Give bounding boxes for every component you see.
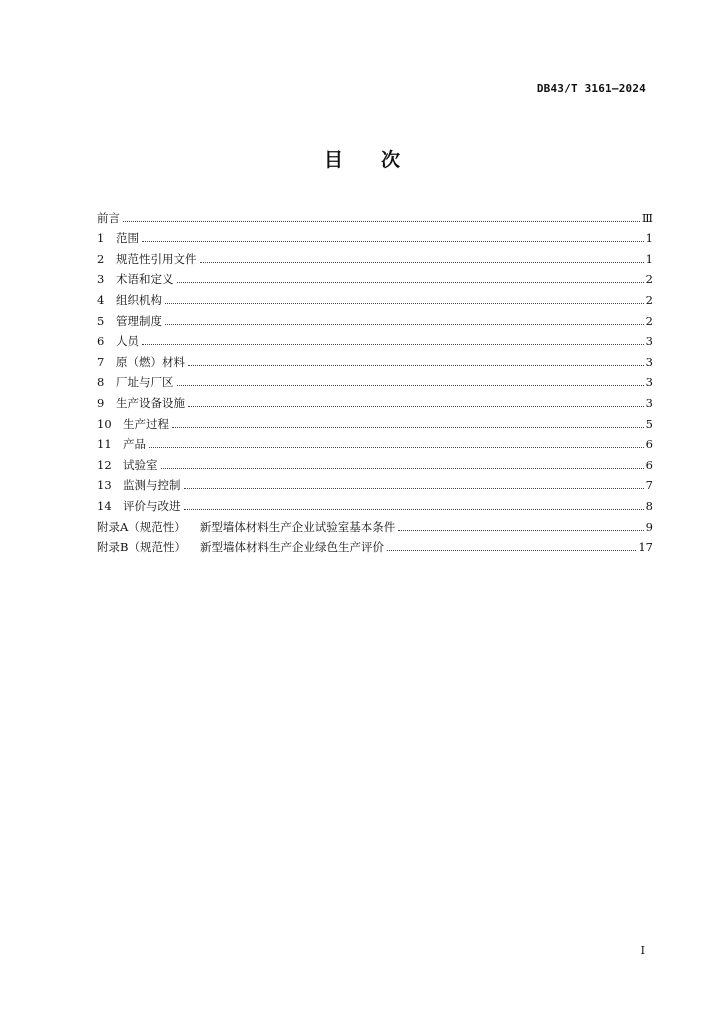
toc-entry-label: 新型墙体材料生产企业试验室基本条件	[199, 519, 396, 534]
toc-entry-number: 10	[97, 416, 112, 431]
toc-entry[interactable]	[97, 492, 653, 513]
toc-leader-dots	[200, 261, 644, 263]
toc-entry[interactable]	[97, 513, 653, 534]
toc-entry-label: 试验室	[123, 457, 158, 472]
toc-entry[interactable]	[97, 348, 653, 369]
toc-leader-dots	[177, 281, 644, 283]
toc-entry-number: 11	[97, 437, 112, 452]
toc-entry-page: Ⅲ	[641, 210, 653, 225]
toc-entry-label: 规范性引用文件	[116, 251, 197, 266]
toc-entry-label: 监测与控制	[123, 478, 181, 493]
toc-entry-page: 3	[645, 354, 653, 369]
toc-entry-label: 生产设备设施	[116, 395, 185, 410]
toc-leader-dots	[177, 384, 644, 386]
toc-leader-dots	[398, 529, 643, 531]
toc-entry-number: 2	[97, 251, 105, 266]
toc-entry[interactable]	[97, 369, 653, 390]
toc-entry[interactable]	[97, 431, 653, 452]
toc-leader-dots	[165, 323, 644, 325]
toc-entry-page: 17	[638, 540, 653, 555]
toc-entry-number: 7	[97, 354, 105, 369]
toc-entry-page: 1	[645, 231, 653, 246]
toc-leader-dots	[161, 467, 644, 469]
page-number: I	[640, 944, 645, 957]
toc-entry-label: 人员	[116, 334, 139, 349]
toc-leader-dots	[188, 405, 644, 407]
toc-entry-label: 管理制度	[116, 313, 162, 328]
toc-entry-number: 附录B（规范性）	[97, 540, 186, 555]
toc-leader-dots	[142, 343, 644, 345]
toc-entry[interactable]	[97, 266, 653, 287]
toc-leader-dots	[142, 240, 644, 242]
toc-entry-page: 6	[645, 457, 653, 472]
toc-leader-dots	[184, 508, 644, 510]
toc-leader-dots	[165, 302, 644, 304]
toc-leader-dots	[149, 446, 644, 448]
toc-entry[interactable]	[97, 307, 653, 328]
toc-entry-label: 产品	[123, 437, 146, 452]
toc-entry[interactable]	[97, 451, 653, 472]
toc-entry-page: 9	[645, 519, 653, 534]
toc-entry[interactable]	[97, 410, 653, 431]
toc-entry-number: 13	[97, 478, 112, 493]
toc-leader-dots	[184, 487, 644, 489]
toc-entry-number: 5	[97, 313, 105, 328]
toc-entry-label: 厂址与厂区	[116, 375, 174, 390]
title-char-1: 目	[323, 149, 343, 171]
toc-entry-number: 6	[97, 334, 105, 349]
toc-leader-dots	[123, 220, 640, 222]
toc-entry-number: 8	[97, 375, 105, 390]
toc-entry-page: 2	[645, 272, 653, 287]
title-char-2: 次	[381, 149, 401, 171]
table-of-contents	[97, 204, 653, 554]
toc-entry[interactable]	[97, 204, 653, 225]
toc-entry-label: 生产过程	[123, 416, 169, 431]
toc-entry-label: 组织机构	[116, 292, 162, 307]
toc-entry-page: 3	[645, 395, 653, 410]
toc-entry-number: 4	[97, 292, 105, 307]
toc-entry-page: 8	[645, 498, 653, 513]
toc-entry-label: 新型墙体材料生产企业绿色生产评价	[199, 540, 384, 555]
toc-entry[interactable]	[97, 225, 653, 246]
toc-entry[interactable]	[97, 534, 653, 555]
toc-entry-label: 术语和定义	[116, 272, 174, 287]
toc-entry[interactable]	[97, 472, 653, 493]
toc-entry-label: 范围	[116, 231, 139, 246]
toc-entry-number: 14	[97, 498, 112, 513]
toc-entry[interactable]	[97, 328, 653, 349]
page-title	[0, 145, 724, 172]
toc-entry-label: 前言	[97, 210, 120, 225]
toc-entry-number: 12	[97, 457, 112, 472]
toc-entry-page: 3	[645, 334, 653, 349]
toc-entry[interactable]	[97, 245, 653, 266]
toc-entry[interactable]	[97, 389, 653, 410]
toc-entry-number: 1	[97, 231, 105, 246]
toc-entry-page: 6	[645, 437, 653, 452]
toc-entry-number: 3	[97, 272, 105, 287]
toc-leader-dots	[387, 549, 636, 551]
toc-entry-page: 2	[645, 313, 653, 328]
toc-entry-page: 5	[645, 416, 653, 431]
toc-leader-dots	[172, 426, 644, 428]
toc-entry-label: 原（燃）材料	[116, 354, 185, 369]
toc-entry-page: 7	[645, 478, 653, 493]
toc-entry-page: 2	[645, 292, 653, 307]
toc-entry-number: 9	[97, 395, 105, 410]
toc-entry-page: 1	[645, 251, 653, 266]
toc-entry-label: 评价与改进	[123, 498, 181, 513]
toc-entry-number: 附录A（规范性）	[97, 519, 186, 534]
standard-code: DB43/T 3161—2024	[536, 82, 646, 95]
toc-entry[interactable]	[97, 286, 653, 307]
toc-leader-dots	[188, 364, 644, 366]
toc-entry-page: 3	[645, 375, 653, 390]
